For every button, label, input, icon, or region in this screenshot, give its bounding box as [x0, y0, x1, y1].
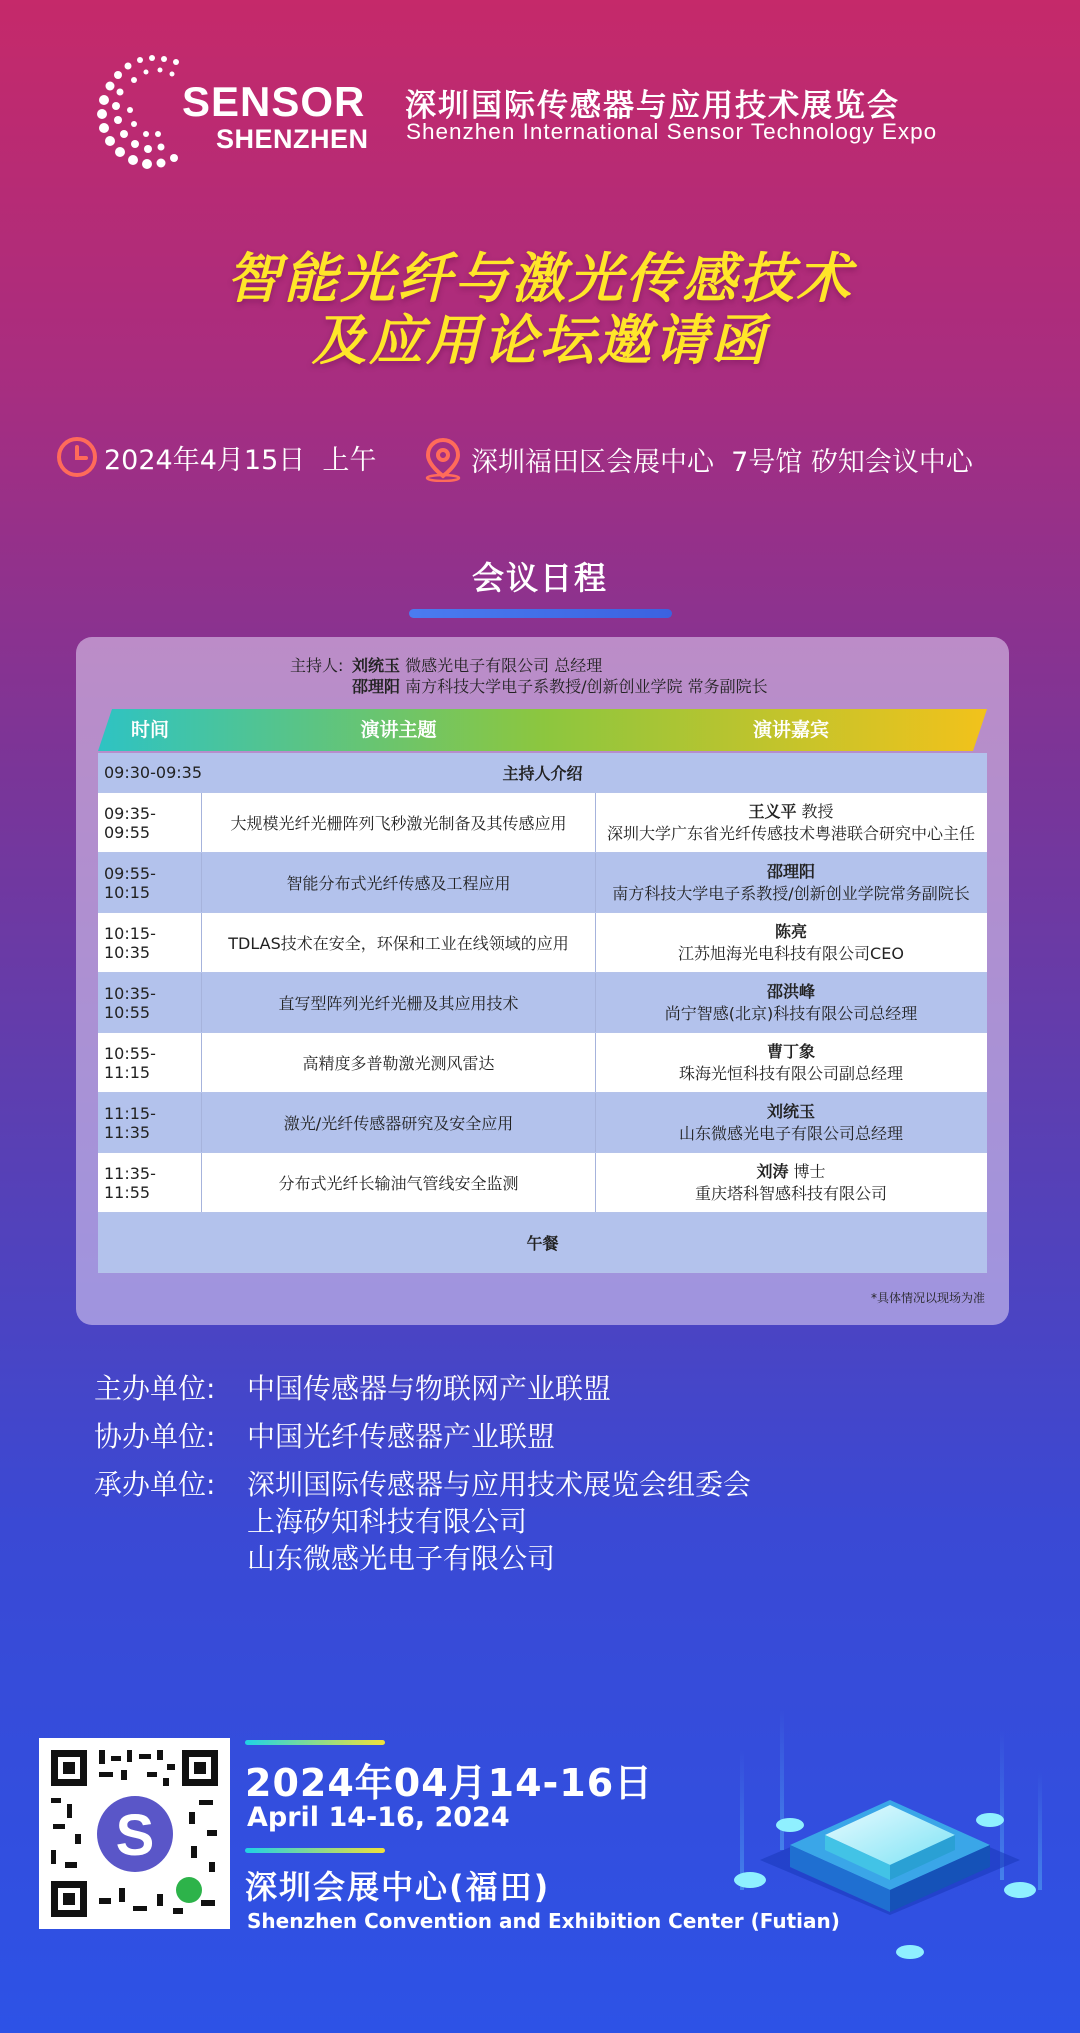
expo-name-cn: 深圳国际传感器与应用技术展览会 — [405, 88, 900, 124]
speaker-org: 山东微感光电子有限公司总经理 — [678, 1123, 903, 1143]
table-row — [98, 913, 987, 973]
row-time: 10:15-10:35 — [98, 913, 202, 972]
event-datetime-text: 2024年4月15日 上午 — [104, 444, 377, 476]
agenda-table-body — [98, 753, 987, 1273]
row-topic: TDLAS技术在安全，环保和工业在线领域的应用 — [202, 913, 596, 972]
row-topic: 直写型阵列光纤光栅及其应用技术 — [202, 973, 596, 1032]
row-topic: 分布式光纤长输油气管线安全监测 — [202, 1153, 596, 1212]
table-row — [98, 1153, 987, 1213]
row-time: 09:55-10:15 — [98, 853, 202, 912]
row-time: 09:30-09:35 — [104, 763, 202, 782]
speaker-org: 珠海光恒科技有限公司副总经理 — [678, 1063, 903, 1083]
sensor-shenzhen-logo — [90, 50, 380, 170]
speaker-org: 江苏旭海光电科技有限公司CEO — [678, 943, 904, 963]
expo-venue-en: Shenzhen Convention and Exhibition Center (Futian) — [247, 1909, 840, 1933]
event-location-text: 深圳福田区会展中心 7号馆 矽知会议中心 — [471, 446, 973, 478]
table-row-host-intro — [98, 753, 987, 793]
qr-code — [39, 1738, 230, 1929]
section-underline — [409, 609, 672, 618]
row-speaker — [595, 1033, 987, 1092]
expo-name-en: Shenzhen International Sensor Technology Expo — [406, 119, 938, 144]
invitation-title-line2: 及应用论坛邀请函 — [312, 309, 768, 372]
agenda-note: *具体情况以现场为准 — [870, 1291, 985, 1305]
agenda-section-title: 会议日程 — [471, 559, 608, 597]
organizer-undertake-value: 山东微感光电子有限公司 — [247, 1542, 556, 1575]
event-datetime — [56, 436, 376, 478]
row-speaker — [595, 853, 987, 912]
table-row — [98, 1093, 987, 1153]
organizer-co-value: 中国光纤传感器产业联盟 — [247, 1420, 556, 1453]
row-speaker — [595, 1153, 987, 1212]
column-header-speaker: 演讲嘉宾 — [752, 719, 829, 741]
expo-date-cn: 2024年04月14-16日 — [245, 1761, 654, 1805]
speaker-name: 刘统玉 — [766, 1101, 815, 1121]
row-time: 10:55-11:15 — [98, 1033, 202, 1092]
chip-illustration — [720, 1690, 1060, 1990]
event-info — [56, 436, 1046, 486]
host-row — [290, 676, 768, 697]
svg-text:S: S — [115, 1803, 155, 1868]
organizer-undertake-label: 承办单位: — [94, 1468, 216, 1501]
logo-word-sensor: SENSOR — [182, 78, 366, 125]
logo-word-shenzhen: SHENZHEN — [216, 124, 369, 154]
table-row — [98, 793, 987, 853]
accent-bar — [245, 1848, 385, 1853]
row-topic: 大规模光纤光栅阵列飞秒激光制备及其传感应用 — [202, 793, 596, 852]
table-row — [98, 853, 987, 913]
agenda-card — [76, 637, 1009, 1325]
speaker-name: 邵洪峰 — [766, 981, 815, 1001]
expo-venue-cn: 深圳会展中心(福田) — [245, 1868, 551, 1906]
speaker-org: 深圳大学广东省光纤传感技术粤港联合研究中心主任 — [606, 823, 975, 843]
row-topic: 智能分布式光纤传感及工程应用 — [202, 853, 596, 912]
organizer-undertake-value: 上海矽知科技有限公司 — [247, 1505, 528, 1538]
row-time: 11:35-11:55 — [98, 1153, 202, 1212]
row-speaker — [595, 1093, 987, 1152]
host-label: 主持人: — [290, 656, 344, 675]
qr-code-pattern — [39, 1738, 230, 1929]
agenda-table-header — [98, 709, 987, 751]
speaker-name: 曹丁象 — [766, 1041, 815, 1061]
clock-icon — [56, 436, 98, 478]
location-pin-icon — [421, 436, 465, 482]
row-time: 10:35-10:55 — [98, 973, 202, 1032]
host-name: 刘统玉 — [352, 656, 401, 675]
table-row — [98, 973, 987, 1033]
speaker-name: 陈亮 — [774, 921, 807, 941]
column-header-time: 时间 — [130, 719, 169, 741]
event-location — [421, 436, 973, 482]
row-time: 09:35-09:55 — [98, 793, 202, 852]
table-row — [98, 1033, 987, 1093]
organizer-undertake-value: 深圳国际传感器与应用技术展览会组委会 — [247, 1468, 752, 1501]
speaker-org: 重庆塔科智感科技有限公司 — [694, 1183, 887, 1203]
table-row-lunch — [98, 1213, 987, 1273]
speaker-name: 刘涛 — [756, 1161, 789, 1181]
organizer-co-label: 协办单位: — [94, 1420, 216, 1453]
invitation-title-line1: 智能光纤与激光传感技术 — [226, 247, 854, 310]
host-list — [290, 655, 768, 697]
row-time: 11:15-11:35 — [98, 1093, 202, 1152]
row-speaker — [595, 973, 987, 1032]
row-speaker — [595, 913, 987, 972]
column-header-topic: 演讲主题 — [360, 719, 437, 741]
speaker-name: 王义平 — [748, 801, 797, 821]
speaker-title: 博士 — [788, 1161, 826, 1181]
row-topic: 高精度多普勒激光测风雷达 — [202, 1033, 596, 1092]
speaker-org: 尚宁智感(北京)科技有限公司总经理 — [664, 1003, 918, 1023]
row-topic: 激光/光纤传感器研究及安全应用 — [202, 1093, 596, 1152]
host-title: 微感光电子有限公司 总经理 — [405, 656, 603, 675]
organizer-host-label: 主办单位: — [94, 1372, 216, 1405]
accent-bar — [245, 1740, 385, 1745]
speaker-name: 邵理阳 — [766, 861, 815, 881]
host-row — [290, 655, 768, 676]
row-host-intro-label: 主持人介绍 — [502, 764, 583, 783]
host-title: 南方科技大学电子系教授/创新创业学院 常务副院长 — [405, 677, 768, 696]
speaker-title: 教授 — [796, 801, 834, 821]
host-name: 邵理阳 — [352, 677, 401, 696]
organizer-host-value: 中国传感器与物联网产业联盟 — [247, 1372, 612, 1405]
expo-date-en: April 14-16, 2024 — [247, 1802, 510, 1833]
row-lunch-label: 午餐 — [526, 1234, 559, 1253]
speaker-org: 南方科技大学电子系教授/创新创业学院常务副院长 — [612, 883, 970, 903]
row-speaker — [595, 793, 987, 852]
